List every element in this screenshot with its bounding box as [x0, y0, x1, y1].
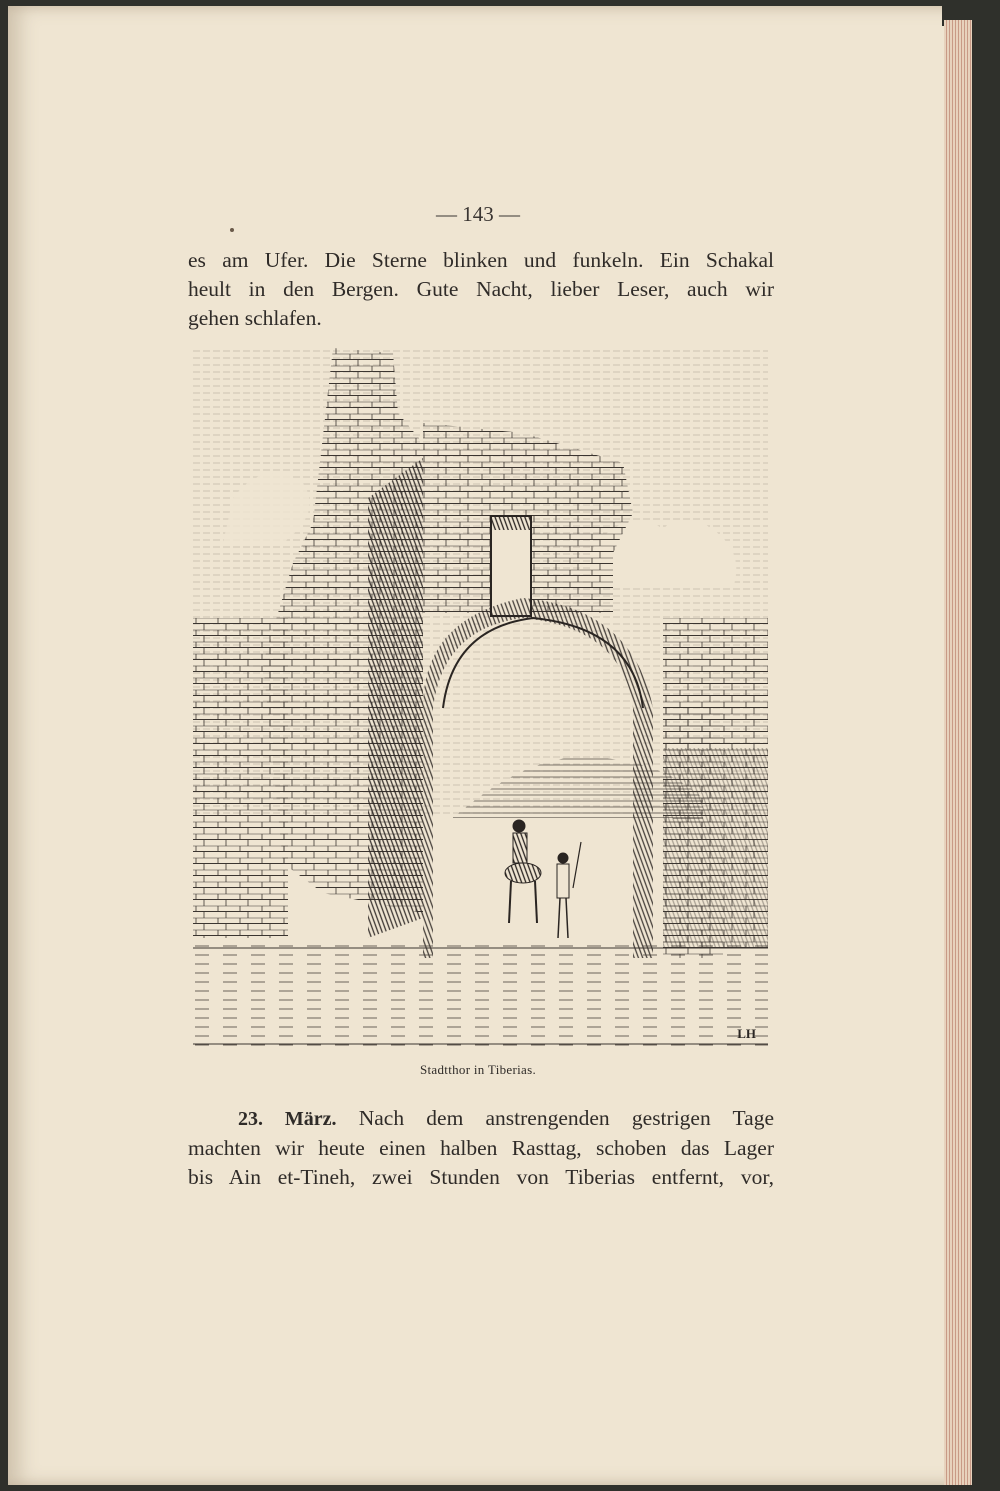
text-line: bis Ain et-Tineh, zwei Stunden von Tiberias entfernt, vor, [188, 1165, 774, 1189]
text-line: heult in den Bergen. Gute Nacht, lieber Leser, auch wir [188, 277, 774, 301]
figure-caption: Stadtthor in Tiberias. [419, 1062, 537, 1077]
page-number: — 143 — [436, 202, 520, 226]
entry-date: 23. März. [238, 1108, 337, 1130]
text-line-first [188, 1104, 774, 1134]
text-line: gehen schlafen. [188, 306, 322, 330]
text-line: machten wir heute einen halben Rasttag, schoben das Lager [188, 1136, 774, 1160]
page-edges [944, 20, 972, 1485]
text-line: Nach dem anstrengenden gestrigen Tage [336, 1106, 775, 1130]
text-line: es am Ufer. Die Sterne blinken und funkeln. Ein Schakal [188, 248, 774, 272]
book-page [8, 6, 972, 1485]
ink-speck [230, 228, 234, 232]
artist-monogram: LH [737, 1026, 756, 1041]
paragraph-bottom [188, 1104, 774, 1192]
paragraph-top [188, 246, 774, 333]
illustration-city-gate [193, 348, 768, 1048]
